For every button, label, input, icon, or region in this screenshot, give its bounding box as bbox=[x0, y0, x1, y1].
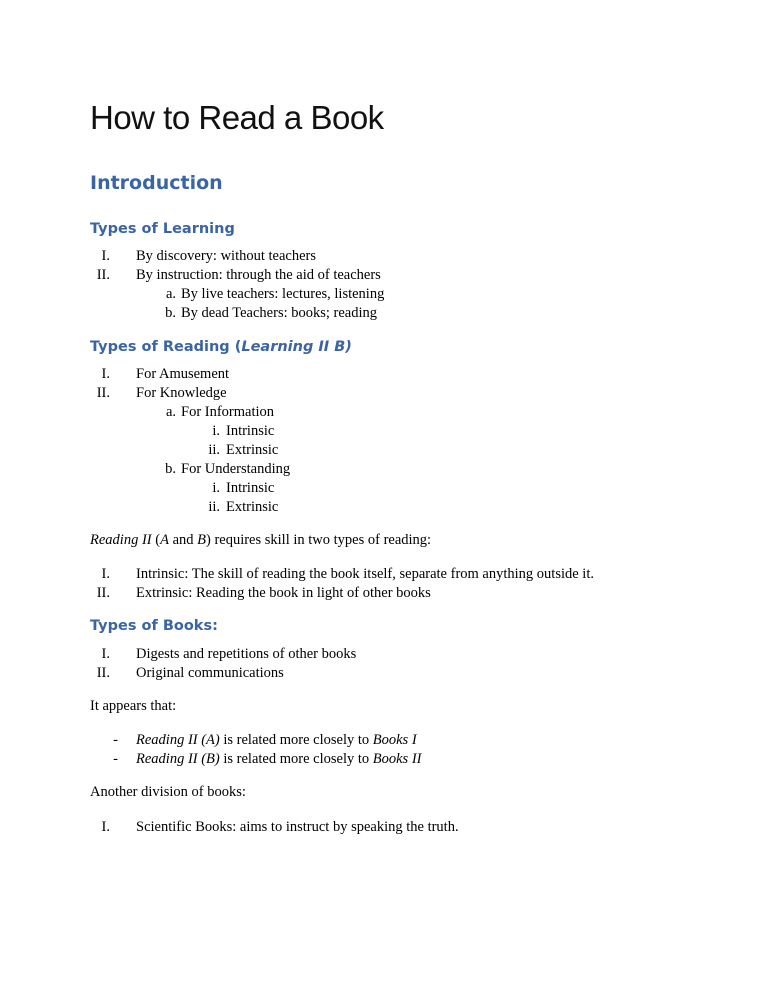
list-text: By discovery: without teachers bbox=[136, 248, 316, 264]
note-text: ( bbox=[151, 532, 161, 548]
list-marker: i. bbox=[212, 423, 220, 439]
heading-types-of-reading bbox=[90, 337, 352, 357]
heading-types-of-books: Types of Books: bbox=[90, 618, 218, 634]
list-marker: II. bbox=[96, 665, 110, 681]
list-marker: ii. bbox=[208, 442, 220, 458]
document-title: How to Read a Book bbox=[90, 99, 384, 136]
list-marker: II. bbox=[96, 267, 110, 283]
relation-text: is related more closely to bbox=[219, 732, 373, 748]
list-text: Scientific Books: aims to instruct by speaking the truth. bbox=[136, 819, 459, 835]
list-text: By instruction: through the aid of teachers bbox=[136, 267, 381, 283]
relation-italic: Books I bbox=[372, 732, 417, 748]
list-marker: I. bbox=[101, 646, 110, 662]
list-marker: II. bbox=[96, 385, 110, 401]
note-italic: B bbox=[197, 532, 206, 548]
bullet-dash: - bbox=[113, 732, 118, 748]
bullet-dash: - bbox=[113, 751, 118, 767]
paragraph: Another division of books: bbox=[90, 784, 246, 800]
heading-italic-text: Learning II B) bbox=[241, 339, 352, 355]
relation-italic: Reading II (A) bbox=[136, 732, 220, 748]
reading-note bbox=[90, 531, 431, 550]
list-marker: b. bbox=[165, 305, 176, 321]
list-text: For Understanding bbox=[181, 461, 291, 477]
list-text: Extrinsic bbox=[226, 442, 279, 458]
list-text bbox=[136, 750, 421, 769]
list-text: Extrinsic bbox=[226, 499, 279, 515]
paragraph: It appears that: bbox=[90, 698, 177, 714]
list-text: For Information bbox=[181, 404, 275, 420]
list-text: Extrinsic: Reading the book in light of other books bbox=[136, 585, 431, 601]
list-text: Intrinsic bbox=[226, 423, 275, 439]
list-text bbox=[136, 731, 417, 750]
list-text: Intrinsic bbox=[226, 480, 275, 496]
list-text: Digests and repetitions of other books bbox=[136, 646, 357, 662]
list-text: Intrinsic: The skill of reading the book itself, separate from anything outside it. bbox=[136, 566, 594, 582]
heading-introduction: Introduction bbox=[90, 172, 223, 194]
list-text: By dead Teachers: books; reading bbox=[181, 305, 378, 321]
list-text: For Amusement bbox=[136, 366, 230, 382]
relation-text: is related more closely to bbox=[219, 751, 373, 767]
list-text: For Knowledge bbox=[136, 385, 227, 401]
list-text: Original communications bbox=[136, 665, 284, 681]
note-text: ) requires skill in two types of reading: bbox=[205, 532, 432, 548]
list-marker: I. bbox=[101, 819, 110, 835]
list-marker: ii. bbox=[208, 499, 220, 515]
list-marker: I. bbox=[101, 248, 110, 264]
list-marker: I. bbox=[101, 366, 110, 382]
heading-types-of-learning: Types of Learning bbox=[90, 221, 235, 237]
note-italic: A bbox=[160, 532, 169, 548]
heading-text: Types of Reading ( bbox=[90, 339, 242, 355]
note-italic: Reading II bbox=[90, 532, 152, 548]
relation-italic: Reading II (B) bbox=[136, 751, 220, 767]
relation-italic: Books II bbox=[372, 751, 422, 767]
list-marker: a. bbox=[165, 286, 176, 302]
list-marker: a. bbox=[165, 404, 176, 420]
list-marker: II. bbox=[96, 585, 110, 601]
list-marker: b. bbox=[165, 461, 176, 477]
list-marker: i. bbox=[212, 480, 220, 496]
note-text: and bbox=[168, 532, 198, 548]
list-marker: I. bbox=[101, 566, 110, 582]
list-text: By live teachers: lectures, listening bbox=[181, 286, 385, 302]
